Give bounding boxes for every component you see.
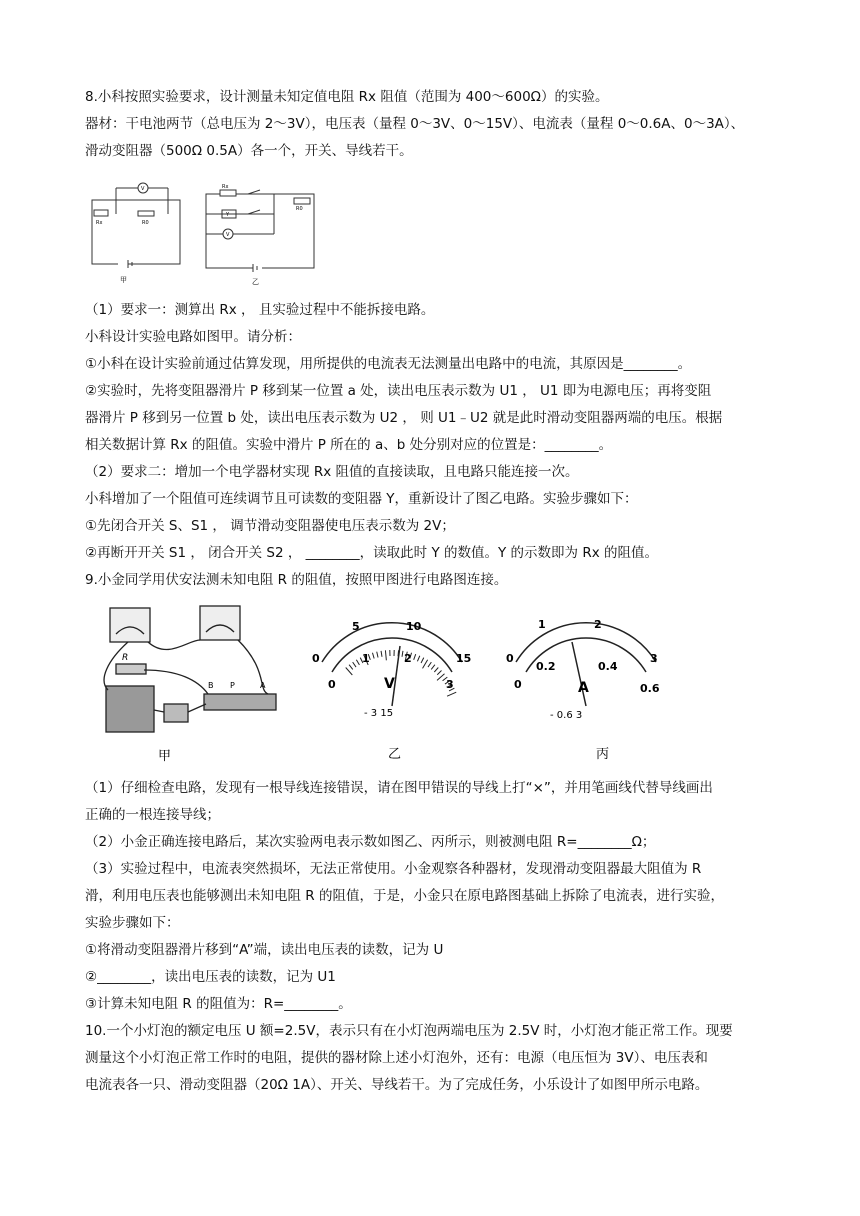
v-terminals: - 3 15 — [364, 708, 394, 719]
fig-label-yi-q9: 乙 — [388, 747, 402, 762]
circuit-label-b: B — [208, 681, 214, 690]
q9-part3-c: 实验步骤如下： — [85, 915, 180, 931]
a-top-1: 1 — [538, 618, 546, 631]
q8-req2: （2）要求二：增加一个电学器材实现 Rx 阻值的直接读取，且电路只能连接一次。 — [85, 464, 579, 480]
a-top-2: 2 — [594, 618, 602, 631]
a-bot-06: 0.6 — [640, 682, 660, 695]
svg-text:R0: R0 — [142, 220, 149, 226]
v-bot-2: 2 — [404, 652, 412, 665]
q8-req1-intro: 小科设计实验电路如图甲。请分析： — [85, 329, 301, 345]
a-bot-02: 0.2 — [536, 660, 556, 673]
fig-label-jia-q9: 甲 — [158, 749, 172, 764]
q9-title: 9.小金同学用伏安法测未知电阻 R 的阻值，按照甲图进行电路图连接。 — [85, 572, 508, 588]
q8-part1-item2-b: 器滑片 P 移到另一位置 b 处，读出电压表示数为 U2 ， 则 U1﹣U2 就是此时滑动变阻器两端的电压。根据 — [85, 410, 723, 426]
q10-line1: 10.一个小灯泡的额定电压 U 额=2.5V，表示只有在小灯泡两端电压为 2.5V 时，小灯泡才能正常工作。现要 — [85, 1023, 733, 1039]
v-top-5: 5 — [352, 620, 360, 633]
svg-text:Y: Y — [226, 212, 230, 218]
ammeter-dial — [500, 610, 680, 770]
q9-step2: ②________，读出电压表的读数，记为 U1 — [85, 969, 336, 985]
q8-part1-item2-c: 相关数据计算 Rx 的阻值。实验中滑片 P 所在的 a、b 处分别对应的位置是：________。 — [85, 437, 613, 453]
a-unit: A — [578, 680, 589, 696]
v-bot-0: 0 — [328, 678, 336, 691]
circuit-label-p: P — [230, 681, 235, 690]
q9-part1-a: （1）仔细检查电路，发现有一根导线连接错误，请在图甲错误的导线上打“×”，并用笔画线代替导线画出 — [85, 780, 713, 796]
v-unit: V — [384, 676, 395, 692]
svg-text:Rx: Rx — [96, 220, 103, 226]
q9-part3-a: （3）实验过程中，电流表突然损坏，无法正常使用。小金观察各种器材，发现滑动变阻器最大阻值为 R — [85, 861, 702, 877]
svg-text:V: V — [141, 186, 145, 192]
q8-equipment-line2: 滑动变阻器（500Ω 0.5A）各一个，开关、导线若干。 — [85, 143, 413, 159]
q8-equipment-line1: 器材：干电池两节（总电压为 2～3V），电压表（量程 0～3V、0～15V）、电流表（量程 0～0.6A、0～3A）、 — [85, 116, 745, 132]
q9-step3: ③计算未知电阻 R 的阻值为：R=________。 — [85, 996, 352, 1012]
svg-text:R0: R0 — [296, 206, 303, 212]
a-top-3: 3 — [650, 652, 658, 665]
q9-part1-b: 正确的一根连接导线； — [85, 807, 220, 823]
q8-part2-step1: ①先闭合开关 S、S1 ， 调节滑动变阻器使电压表示数为 2V； — [85, 518, 455, 534]
q10-line2: 测量这个小灯泡正常工作时的电阻，提供的器材除上述小灯泡外，还有：电源（电压恒为 3V）、电压表和 — [85, 1050, 708, 1066]
q8-req1: （1）要求一：测算出 Rx ， 且实验过程中不能拆接电路。 — [85, 302, 435, 318]
v-top-15: 15 — [456, 652, 472, 665]
fig-label-yi: 乙 — [252, 278, 259, 286]
circuit-label-a: A — [260, 681, 266, 690]
q8-circuit-jia — [88, 180, 188, 290]
q9-step1: ①将滑动变阻器滑片移到“A”端，读出电压表的读数，记为 U — [85, 942, 444, 958]
svg-text:V: V — [226, 232, 230, 238]
q9-part3-b: 滑，利用电压表也能够测出未知电阻 R 的阻值，于是，小金只在原电路图基础上拆除了电流表，进行实验， — [85, 888, 724, 904]
svg-text:Rx: Rx — [222, 184, 229, 190]
fig-label-bing: 丙 — [596, 747, 610, 762]
q10-line3: 电流表各一只、滑动变阻器（20Ω 1A）、开关、导线若干。为了完成任务，小乐设计了如图甲所示电路。 — [85, 1077, 709, 1093]
circuit-label-r: R — [122, 653, 129, 663]
v-top-10: 10 — [406, 620, 422, 633]
a-bot-04: 0.4 — [598, 660, 618, 673]
q9-circuit-jia — [88, 600, 288, 770]
fig-label-jia: 甲 — [120, 276, 127, 284]
v-bot-3: 3 — [446, 678, 454, 691]
a-bot-0: 0 — [514, 678, 522, 691]
voltmeter-dial — [306, 610, 486, 770]
q8-part2-step2: ②再断开开关 S1 ， 闭合开关 S2 ， ________，读取此时 Y 的数值。Y 的示数即为 Rx 的阻值。 — [85, 545, 658, 561]
q8-part1-item1: ①小科在设计实验前通过估算发现，用所提供的电流表无法测量出电路中的电流，其原因是________。 — [85, 356, 692, 372]
q9-part2: （2）小金正确连接电路后，某次实验两电表示数如图乙、丙所示，则被测电阻 R=________Ω； — [85, 834, 656, 850]
q8-part1-item2-a: ②实验时，先将变阻器滑片 P 移到某一位置 a 处，读出电压表示数为 U1 ， U1 即为电源电压；再将变阻 — [85, 383, 712, 399]
q8-title: 8.小科按照实验要求，设计测量未知定值电阻 Rx 阻值（范围为 400～600Ω）的实验。 — [85, 89, 609, 105]
v-bot-1: 1 — [362, 652, 370, 665]
a-terminals: - 0.6 3 — [550, 710, 583, 721]
v-top-0: 0 — [312, 652, 320, 665]
a-top-0: 0 — [506, 652, 514, 665]
q8-req2-intro: 小科增加了一个阻值可连续调节且可读数的变阻器 Y，重新设计了图乙电路。实验步骤如下： — [85, 491, 638, 507]
q8-circuit-yi — [198, 180, 328, 290]
